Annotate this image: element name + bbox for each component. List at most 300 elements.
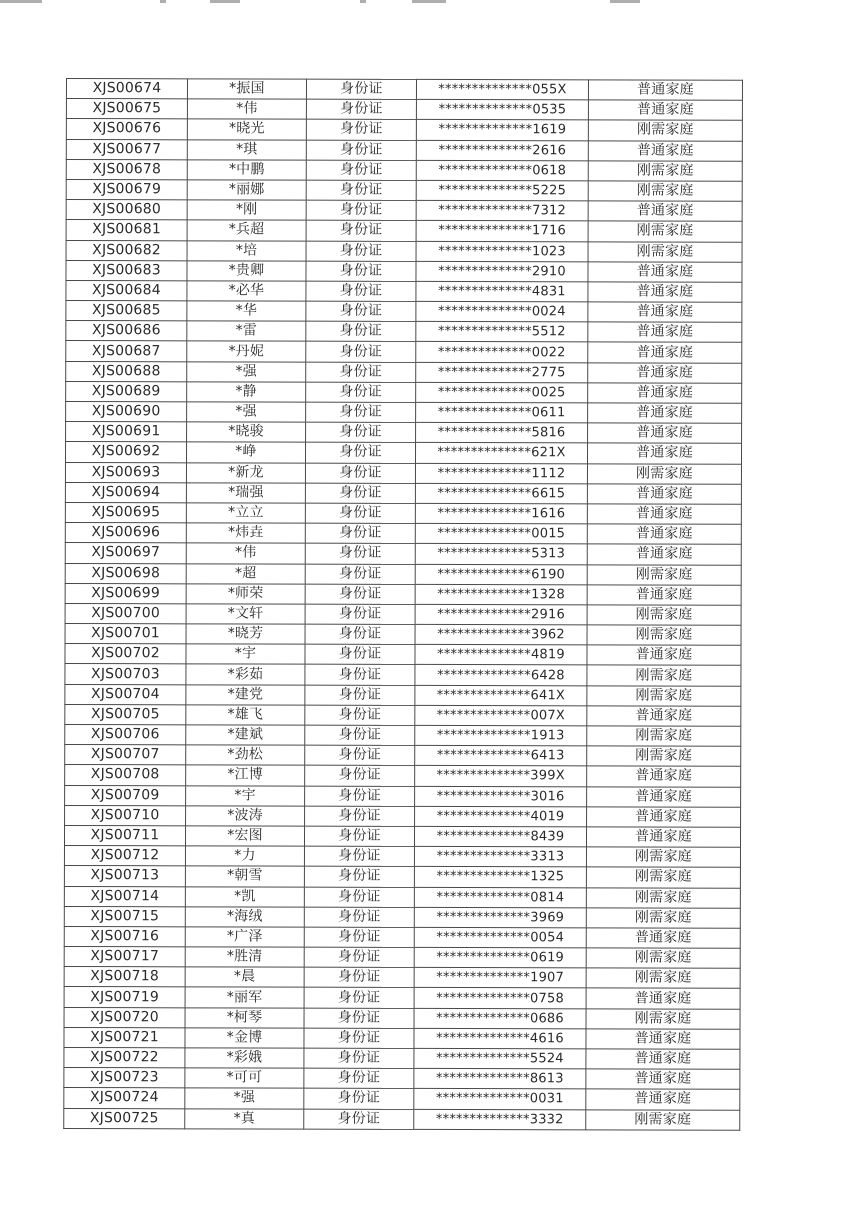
document-number-cell: **************5313 (415, 544, 587, 565)
table-row (66, 301, 742, 323)
household-category-cell: 刚需家庭 (586, 908, 740, 929)
household-category-cell: 刚需家庭 (587, 665, 741, 686)
applicant-name-cell: *金博 (185, 1028, 304, 1048)
household-category-cell: 普通家庭 (587, 645, 741, 666)
document-type-cell: 身份证 (305, 806, 415, 826)
applicant-name-cell: *峥 (186, 442, 305, 462)
applicant-name-cell: *丹妮 (187, 341, 306, 361)
household-category-cell: 普通家庭 (586, 928, 740, 949)
document-number-cell: **************0535 (416, 100, 588, 121)
applicant-id-cell: XJS00714 (64, 886, 185, 907)
document-type-cell: 身份证 (304, 846, 414, 866)
table-row (64, 866, 740, 888)
applicant-id-cell: XJS00722 (64, 1047, 185, 1068)
applicant-name-cell: *丽军 (185, 987, 304, 1007)
document-type-cell: 身份证 (306, 99, 416, 119)
table-row (64, 846, 740, 868)
applicant-name-cell: *力 (185, 846, 304, 866)
applicant-table-container (63, 78, 742, 1131)
applicant-id-cell: XJS00698 (65, 563, 186, 584)
document-type-cell: 身份证 (306, 261, 416, 281)
document-type-cell: 身份证 (305, 725, 415, 745)
table-row (64, 906, 740, 928)
document-number-cell: **************1716 (416, 221, 588, 242)
household-category-cell: 刚需家庭 (587, 463, 741, 484)
document-type-cell: 身份证 (304, 907, 414, 927)
document-type-cell: 身份证 (304, 887, 414, 907)
household-category-cell: 普通家庭 (587, 585, 741, 606)
document-type-cell: 身份证 (305, 665, 415, 685)
document-type-cell: 身份证 (305, 483, 415, 503)
table-row (65, 704, 741, 726)
document-type-cell: 身份证 (305, 644, 415, 664)
table-row (66, 179, 742, 201)
household-category-cell: 刚需家庭 (587, 564, 741, 585)
applicant-name-cell: *宏图 (185, 826, 304, 846)
applicant-name-cell: *瑞强 (186, 483, 305, 503)
document-number-cell: **************6190 (415, 564, 587, 585)
document-type-cell: 身份证 (305, 685, 415, 705)
document-number-cell: **************0022 (416, 342, 588, 363)
applicant-id-cell: XJS00691 (66, 422, 187, 443)
document-number-cell: **************8613 (414, 1069, 586, 1090)
applicant-name-cell: *琪 (187, 139, 306, 159)
document-type-cell: 身份证 (306, 241, 416, 261)
table-row (66, 99, 742, 121)
household-category-cell: 普通家庭 (587, 706, 741, 727)
document-number-cell: **************399X (415, 766, 587, 787)
document-number-cell: **************2775 (416, 362, 588, 383)
table-row (65, 724, 741, 746)
document-number-cell: **************1913 (415, 725, 587, 746)
table-row (66, 402, 742, 424)
document-number-cell: **************0758 (414, 988, 586, 1009)
table-row (66, 260, 742, 282)
applicant-name-cell: *彩娥 (185, 1048, 304, 1068)
applicant-name-cell: *强 (187, 402, 306, 422)
applicant-table (63, 78, 743, 1131)
household-category-cell: 普通家庭 (586, 1029, 740, 1050)
applicant-name-cell: *朝雪 (185, 866, 304, 886)
table-row (65, 462, 741, 484)
document-number-cell: **************5512 (416, 322, 588, 343)
document-type-cell: 身份证 (306, 321, 416, 341)
table-row (65, 523, 741, 545)
table-row (64, 1027, 740, 1049)
applicant-id-cell: XJS00713 (64, 866, 185, 887)
applicant-name-cell: *兵超 (187, 220, 306, 240)
applicant-id-cell: XJS00692 (65, 442, 186, 463)
document-type-cell: 身份证 (304, 1048, 414, 1068)
document-type-cell: 身份证 (306, 180, 416, 200)
household-category-cell: 刚需家庭 (587, 625, 741, 646)
document-type-cell: 身份证 (304, 947, 414, 967)
applicant-id-cell: XJS00686 (66, 321, 187, 342)
table-row (65, 482, 741, 504)
applicant-name-cell: *文轩 (186, 604, 305, 624)
household-category-cell: 普通家庭 (587, 807, 741, 828)
household-category-cell: 普通家庭 (588, 322, 742, 343)
document-type-cell: 身份证 (305, 564, 415, 584)
household-category-cell: 刚需家庭 (586, 1109, 740, 1130)
applicant-name-cell: *胜清 (185, 947, 304, 967)
document-number-cell: **************2616 (416, 140, 588, 161)
applicant-id-cell: XJS00689 (66, 381, 187, 402)
document-number-cell: **************1616 (415, 503, 587, 524)
household-category-cell: 普通家庭 (588, 342, 742, 363)
household-category-cell: 刚需家庭 (586, 867, 740, 888)
applicant-id-cell: XJS00705 (65, 704, 186, 725)
document-type-cell: 身份证 (304, 1109, 414, 1129)
household-category-cell: 普通家庭 (586, 1069, 740, 1090)
document-type-cell: 身份证 (304, 967, 414, 987)
table-row (64, 967, 740, 989)
document-type-cell: 身份证 (304, 866, 414, 886)
table-row (65, 563, 741, 585)
applicant-id-cell: XJS00687 (66, 341, 187, 362)
table-row (64, 926, 740, 948)
document-type-cell: 身份证 (304, 1068, 414, 1088)
table-row (66, 381, 742, 403)
applicant-name-cell: *振国 (187, 79, 306, 99)
applicant-name-cell: *培 (187, 240, 306, 260)
scan-artifact (0, 0, 42, 3)
applicant-id-cell: XJS00724 (64, 1088, 185, 1109)
household-category-cell: 普通家庭 (588, 201, 742, 222)
household-category-cell: 普通家庭 (588, 282, 742, 303)
document-type-cell: 身份证 (306, 422, 416, 442)
applicant-id-cell: XJS00723 (64, 1068, 185, 1089)
applicant-name-cell: *江博 (186, 765, 305, 785)
document-number-cell: **************1112 (415, 463, 587, 484)
household-category-cell: 普通家庭 (587, 766, 741, 787)
household-category-cell: 普通家庭 (588, 302, 742, 323)
document-type-cell: 身份证 (305, 766, 415, 786)
applicant-name-cell: *宇 (186, 644, 305, 664)
table-row (66, 240, 742, 262)
table-row (66, 159, 742, 181)
document-number-cell: **************055X (416, 79, 588, 100)
applicant-id-cell: XJS00712 (64, 846, 185, 867)
table-row (64, 1088, 740, 1110)
document-number-cell: **************0686 (414, 1008, 586, 1029)
applicant-name-cell: *强 (187, 361, 306, 381)
table-row (64, 987, 740, 1009)
household-category-cell: 普通家庭 (588, 262, 742, 283)
applicant-id-cell: XJS00703 (65, 664, 186, 685)
applicant-id-cell: XJS00674 (66, 79, 187, 100)
document-number-cell: **************641X (415, 685, 587, 706)
applicant-name-cell: *凯 (185, 886, 304, 906)
household-category-cell: 普通家庭 (588, 140, 742, 161)
household-category-cell: 刚需家庭 (588, 181, 742, 202)
document-type-cell: 身份证 (304, 988, 414, 1008)
applicant-name-cell: *海绒 (185, 907, 304, 927)
applicant-id-cell: XJS00681 (66, 220, 187, 241)
applicant-id-cell: XJS00695 (65, 502, 186, 523)
table-row (65, 502, 741, 524)
applicant-id-cell: XJS00708 (65, 765, 186, 786)
table-row (66, 119, 742, 141)
document-number-cell: **************1328 (415, 584, 587, 605)
table-row (66, 220, 742, 242)
household-category-cell: 刚需家庭 (588, 241, 742, 262)
table-row (64, 947, 740, 969)
applicant-name-cell: *师荣 (186, 584, 305, 604)
table-row (66, 280, 742, 302)
household-category-cell: 普通家庭 (587, 504, 741, 525)
document-number-cell: **************0054 (414, 927, 586, 948)
applicant-id-cell: XJS00676 (66, 119, 187, 140)
household-category-cell: 普通家庭 (588, 403, 742, 424)
document-number-cell: **************0025 (416, 382, 588, 403)
table-row (64, 1108, 740, 1130)
applicant-id-cell: XJS00694 (65, 482, 186, 503)
document-number-cell: **************4616 (414, 1028, 586, 1049)
document-number-cell: **************3332 (414, 1109, 586, 1130)
applicant-name-cell: *波涛 (186, 806, 305, 826)
applicant-name-cell: *雄飞 (186, 705, 305, 725)
document-number-cell: **************3969 (414, 907, 586, 928)
document-type-cell: 身份证 (306, 382, 416, 402)
table-row (65, 583, 741, 605)
table-row (66, 200, 742, 222)
scan-artifact (210, 0, 240, 3)
document-number-cell: **************0015 (415, 524, 587, 545)
household-category-cell: 刚需家庭 (588, 161, 742, 182)
applicant-id-cell: XJS00704 (65, 684, 186, 705)
document-number-cell: **************0814 (414, 887, 586, 908)
document-number-cell: **************3962 (415, 624, 587, 645)
household-category-cell: 刚需家庭 (588, 221, 742, 242)
applicant-id-cell: XJS00710 (65, 805, 186, 826)
document-type-cell: 身份证 (305, 463, 415, 483)
applicant-name-cell: *伟 (186, 543, 305, 563)
table-row (66, 361, 742, 383)
applicant-id-cell: XJS00717 (64, 947, 185, 968)
applicant-name-cell: *广泽 (185, 927, 304, 947)
household-category-cell: 刚需家庭 (586, 1008, 740, 1029)
applicant-id-cell: XJS00684 (66, 280, 187, 301)
table-row (64, 1007, 740, 1029)
household-category-cell: 普通家庭 (587, 484, 741, 505)
applicant-name-cell: *丽娜 (187, 180, 306, 200)
document-type-cell: 身份证 (305, 705, 415, 725)
document-type-cell: 身份证 (305, 543, 415, 563)
household-category-cell: 普通家庭 (588, 80, 742, 101)
applicant-id-cell: XJS00677 (66, 139, 187, 160)
document-number-cell: **************5524 (414, 1048, 586, 1069)
table-row (64, 1047, 740, 1069)
document-number-cell: **************0611 (416, 402, 588, 423)
applicant-id-cell: XJS00682 (66, 240, 187, 261)
applicant-name-cell: *柯琴 (185, 1007, 304, 1027)
applicant-id-cell: XJS00707 (65, 745, 186, 766)
document-type-cell: 身份证 (304, 927, 414, 947)
applicant-id-cell: XJS00693 (65, 462, 186, 483)
applicant-name-cell: *超 (186, 563, 305, 583)
household-category-cell: 刚需家庭 (586, 847, 740, 868)
document-type-cell: 身份证 (305, 443, 415, 463)
document-number-cell: **************1907 (414, 968, 586, 989)
applicant-id-cell: XJS00701 (65, 624, 186, 645)
applicant-name-cell: *彩茹 (186, 664, 305, 684)
applicant-name-cell: *晓光 (187, 119, 306, 139)
applicant-name-cell: *立立 (186, 503, 305, 523)
document-number-cell: **************6615 (415, 483, 587, 504)
applicant-name-cell: *华 (187, 301, 306, 321)
table-body (64, 79, 743, 1131)
table-row (64, 1068, 740, 1090)
applicant-id-cell: XJS00678 (66, 159, 187, 180)
household-category-cell: 普通家庭 (588, 383, 742, 404)
applicant-id-cell: XJS00700 (65, 603, 186, 624)
table-row (66, 321, 742, 343)
document-number-cell: **************8439 (414, 826, 586, 847)
applicant-name-cell: *建党 (186, 684, 305, 704)
document-type-cell: 身份证 (306, 160, 416, 180)
scan-artifact (360, 0, 366, 3)
applicant-name-cell: *劲松 (186, 745, 305, 765)
applicant-id-cell: XJS00690 (66, 402, 187, 423)
applicant-name-cell: *必华 (187, 281, 306, 301)
household-category-cell: 普通家庭 (588, 423, 742, 444)
document-number-cell: **************1619 (416, 120, 588, 141)
document-number-cell: **************0031 (414, 1089, 586, 1110)
document-number-cell: **************0618 (416, 160, 588, 181)
document-number-cell: **************3016 (415, 786, 587, 807)
document-number-cell: **************5225 (416, 180, 588, 201)
document-type-cell: 身份证 (306, 120, 416, 140)
document-type-cell: 身份证 (305, 745, 415, 765)
applicant-name-cell: *晨 (185, 967, 304, 987)
document-number-cell: **************621X (415, 443, 587, 464)
household-category-cell: 刚需家庭 (588, 120, 742, 141)
applicant-name-cell: *晓芳 (186, 624, 305, 644)
table-row (65, 644, 741, 666)
applicant-id-cell: XJS00706 (65, 724, 186, 745)
document-number-cell: **************3313 (414, 847, 586, 868)
table-row (65, 805, 741, 827)
applicant-id-cell: XJS00688 (66, 361, 187, 382)
table-row (66, 79, 742, 101)
household-category-cell: 普通家庭 (587, 524, 741, 545)
document-type-cell: 身份证 (306, 301, 416, 321)
applicant-name-cell: *新龙 (186, 462, 305, 482)
table-row (65, 684, 741, 706)
document-type-cell: 身份证 (306, 140, 416, 160)
applicant-name-cell: *刚 (187, 200, 306, 220)
table-row (65, 543, 741, 565)
household-category-cell: 刚需家庭 (586, 887, 740, 908)
applicant-id-cell: XJS00699 (65, 583, 186, 604)
applicant-id-cell: XJS00702 (65, 644, 186, 665)
document-type-cell: 身份证 (306, 342, 416, 362)
household-category-cell: 普通家庭 (588, 100, 742, 121)
applicant-name-cell: *真 (185, 1108, 304, 1128)
applicant-id-cell: XJS00680 (66, 200, 187, 221)
table-row (64, 886, 740, 908)
document-number-cell: **************7312 (416, 201, 588, 222)
document-number-cell: **************4019 (415, 806, 587, 827)
applicant-name-cell: *伟 (187, 99, 306, 119)
document-type-cell: 身份证 (306, 79, 416, 99)
applicant-name-cell: *可可 (185, 1068, 304, 1088)
document-number-cell: **************1325 (414, 867, 586, 888)
household-category-cell: 刚需家庭 (586, 968, 740, 989)
applicant-id-cell: XJS00709 (65, 785, 186, 806)
table-row (64, 825, 740, 847)
scan-artifact (160, 0, 166, 3)
document-number-cell: **************2916 (415, 604, 587, 625)
household-category-cell: 普通家庭 (586, 1089, 740, 1110)
document-type-cell: 身份证 (305, 523, 415, 543)
household-category-cell: 普通家庭 (587, 786, 741, 807)
applicant-name-cell: *雷 (187, 321, 306, 341)
applicant-id-cell: XJS00675 (66, 99, 187, 120)
applicant-id-cell: XJS00721 (64, 1027, 185, 1048)
document-number-cell: **************1023 (416, 241, 588, 262)
document-type-cell: 身份证 (306, 281, 416, 301)
table-row (65, 745, 741, 767)
document-type-cell: 身份证 (305, 786, 415, 806)
document-number-cell: **************0619 (414, 947, 586, 968)
household-category-cell: 刚需家庭 (587, 746, 741, 767)
applicant-id-cell: XJS00697 (65, 543, 186, 564)
document-number-cell: **************007X (415, 705, 587, 726)
document-type-cell: 身份证 (304, 1089, 414, 1109)
household-category-cell: 普通家庭 (586, 988, 740, 1009)
document-type-cell: 身份证 (305, 624, 415, 644)
scan-artifact (610, 0, 640, 3)
table-row (65, 442, 741, 464)
applicant-name-cell: *宇 (186, 785, 305, 805)
applicant-name-cell: *建斌 (186, 725, 305, 745)
household-category-cell: 普通家庭 (586, 1049, 740, 1070)
applicant-id-cell: XJS00715 (64, 906, 185, 927)
document-number-cell: **************0024 (416, 301, 588, 322)
document-number-cell: **************5816 (416, 423, 588, 444)
document-type-cell: 身份证 (304, 1008, 414, 1028)
document-number-cell: **************4831 (416, 281, 588, 302)
applicant-id-cell: XJS00725 (64, 1108, 185, 1129)
table-row (65, 664, 741, 686)
applicant-id-cell: XJS00719 (64, 987, 185, 1008)
document-number-cell: **************6428 (415, 665, 587, 686)
applicant-id-cell: XJS00716 (64, 926, 185, 947)
document-type-cell: 身份证 (305, 503, 415, 523)
table-row (66, 139, 742, 161)
document-type-cell: 身份证 (306, 362, 416, 382)
document-type-cell: 身份证 (306, 200, 416, 220)
table-row (65, 624, 741, 646)
applicant-name-cell: *静 (187, 382, 306, 402)
scan-artifact (412, 0, 446, 3)
household-category-cell: 普通家庭 (587, 443, 741, 464)
household-category-cell: 普通家庭 (586, 827, 740, 848)
applicant-id-cell: XJS00679 (66, 179, 187, 200)
document-type-cell: 身份证 (305, 604, 415, 624)
household-category-cell: 刚需家庭 (587, 685, 741, 706)
document-number-cell: **************4819 (415, 645, 587, 666)
applicant-id-cell: XJS00696 (65, 523, 186, 544)
table-row (66, 422, 742, 444)
applicant-id-cell: XJS00718 (64, 967, 185, 988)
household-category-cell: 普通家庭 (587, 544, 741, 565)
household-category-cell: 刚需家庭 (587, 726, 741, 747)
applicant-name-cell: *炜垚 (186, 523, 305, 543)
document-number-cell: **************2910 (416, 261, 588, 282)
